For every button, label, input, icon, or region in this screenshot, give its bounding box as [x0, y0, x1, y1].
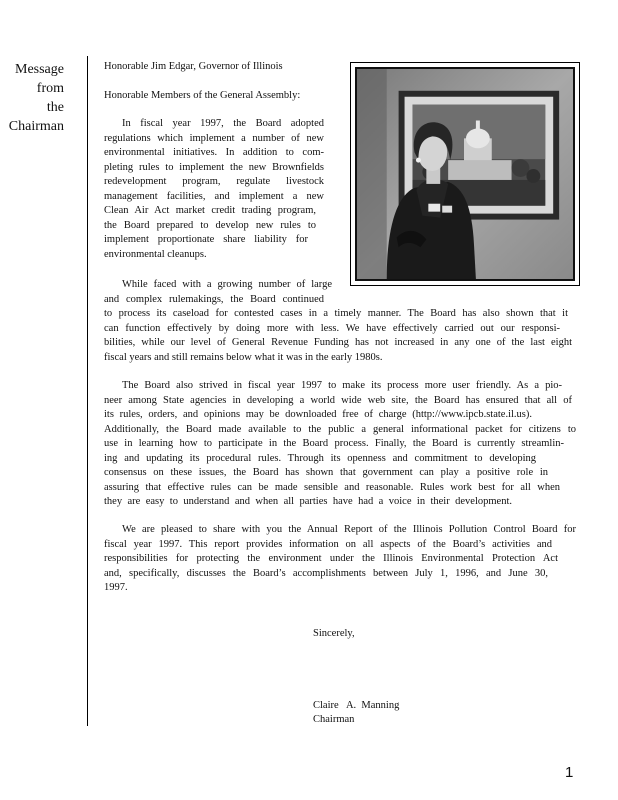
signature-title: Chairman: [313, 714, 355, 725]
letter-line: redevelopment program, regulate livestock: [104, 176, 324, 187]
letter-line: can function effectively by doing more with less. We have effectively carried out our responsi-: [104, 322, 560, 334]
letter-line: pleting rules to implement the new Brownfields: [104, 161, 324, 173]
letter-line: fiscal years and still remains below what it was in the early 1980s.: [104, 351, 383, 363]
letter-line: responsibilities for protecting the environment under the Illinois Environmental Protection Act: [104, 553, 558, 564]
letter-line: Clean Air Act market credit trading program,: [104, 205, 316, 216]
heading-word: Message: [15, 62, 64, 77]
letter-line: assuring that effective rules can be made sensible and reasonable. Rules work best for all when: [104, 481, 560, 493]
chairman-photo: [355, 67, 575, 281]
heading-word: the: [46, 100, 64, 115]
letter-line: environmental cleanups.: [104, 248, 207, 260]
letter-line: implement proportionate share liability for: [104, 234, 308, 245]
letter-line: and, specifically, discusses the Board’s accomplishments between July 1, 1996, and June 30,: [104, 567, 548, 579]
letter-line: consensus on these issues, the Board has shown that government can play a positive role in: [104, 467, 548, 478]
letter-line: The Board also strived in fiscal year 1997 to make its process more user friendly. As a pio-: [122, 380, 562, 391]
letter-line: its rules, orders, and opinions may be downloaded free of charge (http://www.ipcb.state.il.us).: [104, 409, 532, 420]
salutation-governor: Honorable Jim Edgar, Governor of Illinois: [104, 61, 283, 72]
heading-word: from: [36, 81, 64, 96]
letter-line: management facilities, and implement a new: [104, 190, 324, 202]
letter-line: While faced with a growing number of large: [122, 279, 332, 290]
section-heading: [4, 60, 64, 136]
vertical-divider: [87, 56, 88, 726]
letter-line: 1997.: [104, 582, 128, 593]
chairman-photo-frame: [350, 62, 580, 286]
letter-line: environmental initiatives. In addition to com-: [104, 147, 324, 158]
letter-line: the Board prepared to develop new rules to: [104, 219, 316, 231]
salutation-assembly: Honorable Members of the General Assembly:: [104, 90, 301, 101]
letter-line: to process its caseload for contested cases in a timely manner. The Board has also shown that it: [104, 308, 568, 319]
signature-name: Claire A. Manning: [313, 700, 400, 711]
letter-line: and complex rulemakings, the Board continued: [104, 293, 324, 305]
heading-word: Chairman: [8, 119, 64, 134]
letter-line: neer among State agencies in developing a world wide web site, the Board has ensured that all of: [104, 394, 572, 406]
page-number: 1: [565, 764, 574, 781]
letter-line: ing and updating its procedural rules. Through its openness and commitment to developing: [104, 452, 536, 464]
letter-line: In fiscal year 1997, the Board adopted: [122, 118, 324, 129]
letter-line: regulations which implement a number of new: [104, 132, 324, 144]
letter-line: bilities, while our level of General Revenue Funding has not increased in any one of the last eight: [104, 337, 572, 348]
letter-line: Additionally, the Board made available to the public a general informational packet for citizens to: [104, 423, 576, 435]
letter-line: We are pleased to share with you the Annual Report of the Illinois Pollution Control Board for: [122, 524, 576, 535]
portrait-image: [357, 69, 573, 279]
letter-line: fiscal year 1997. This report provides information on all aspects of the Board’s activities and: [104, 538, 552, 550]
letter-line: use in learning how to participate in the Board process. Finally, the Board is currently streamlin-: [104, 438, 564, 449]
letter-line: they are easy to understand and when all parties have had a voice in their development.: [104, 496, 512, 507]
closing: Sincerely,: [313, 628, 355, 639]
